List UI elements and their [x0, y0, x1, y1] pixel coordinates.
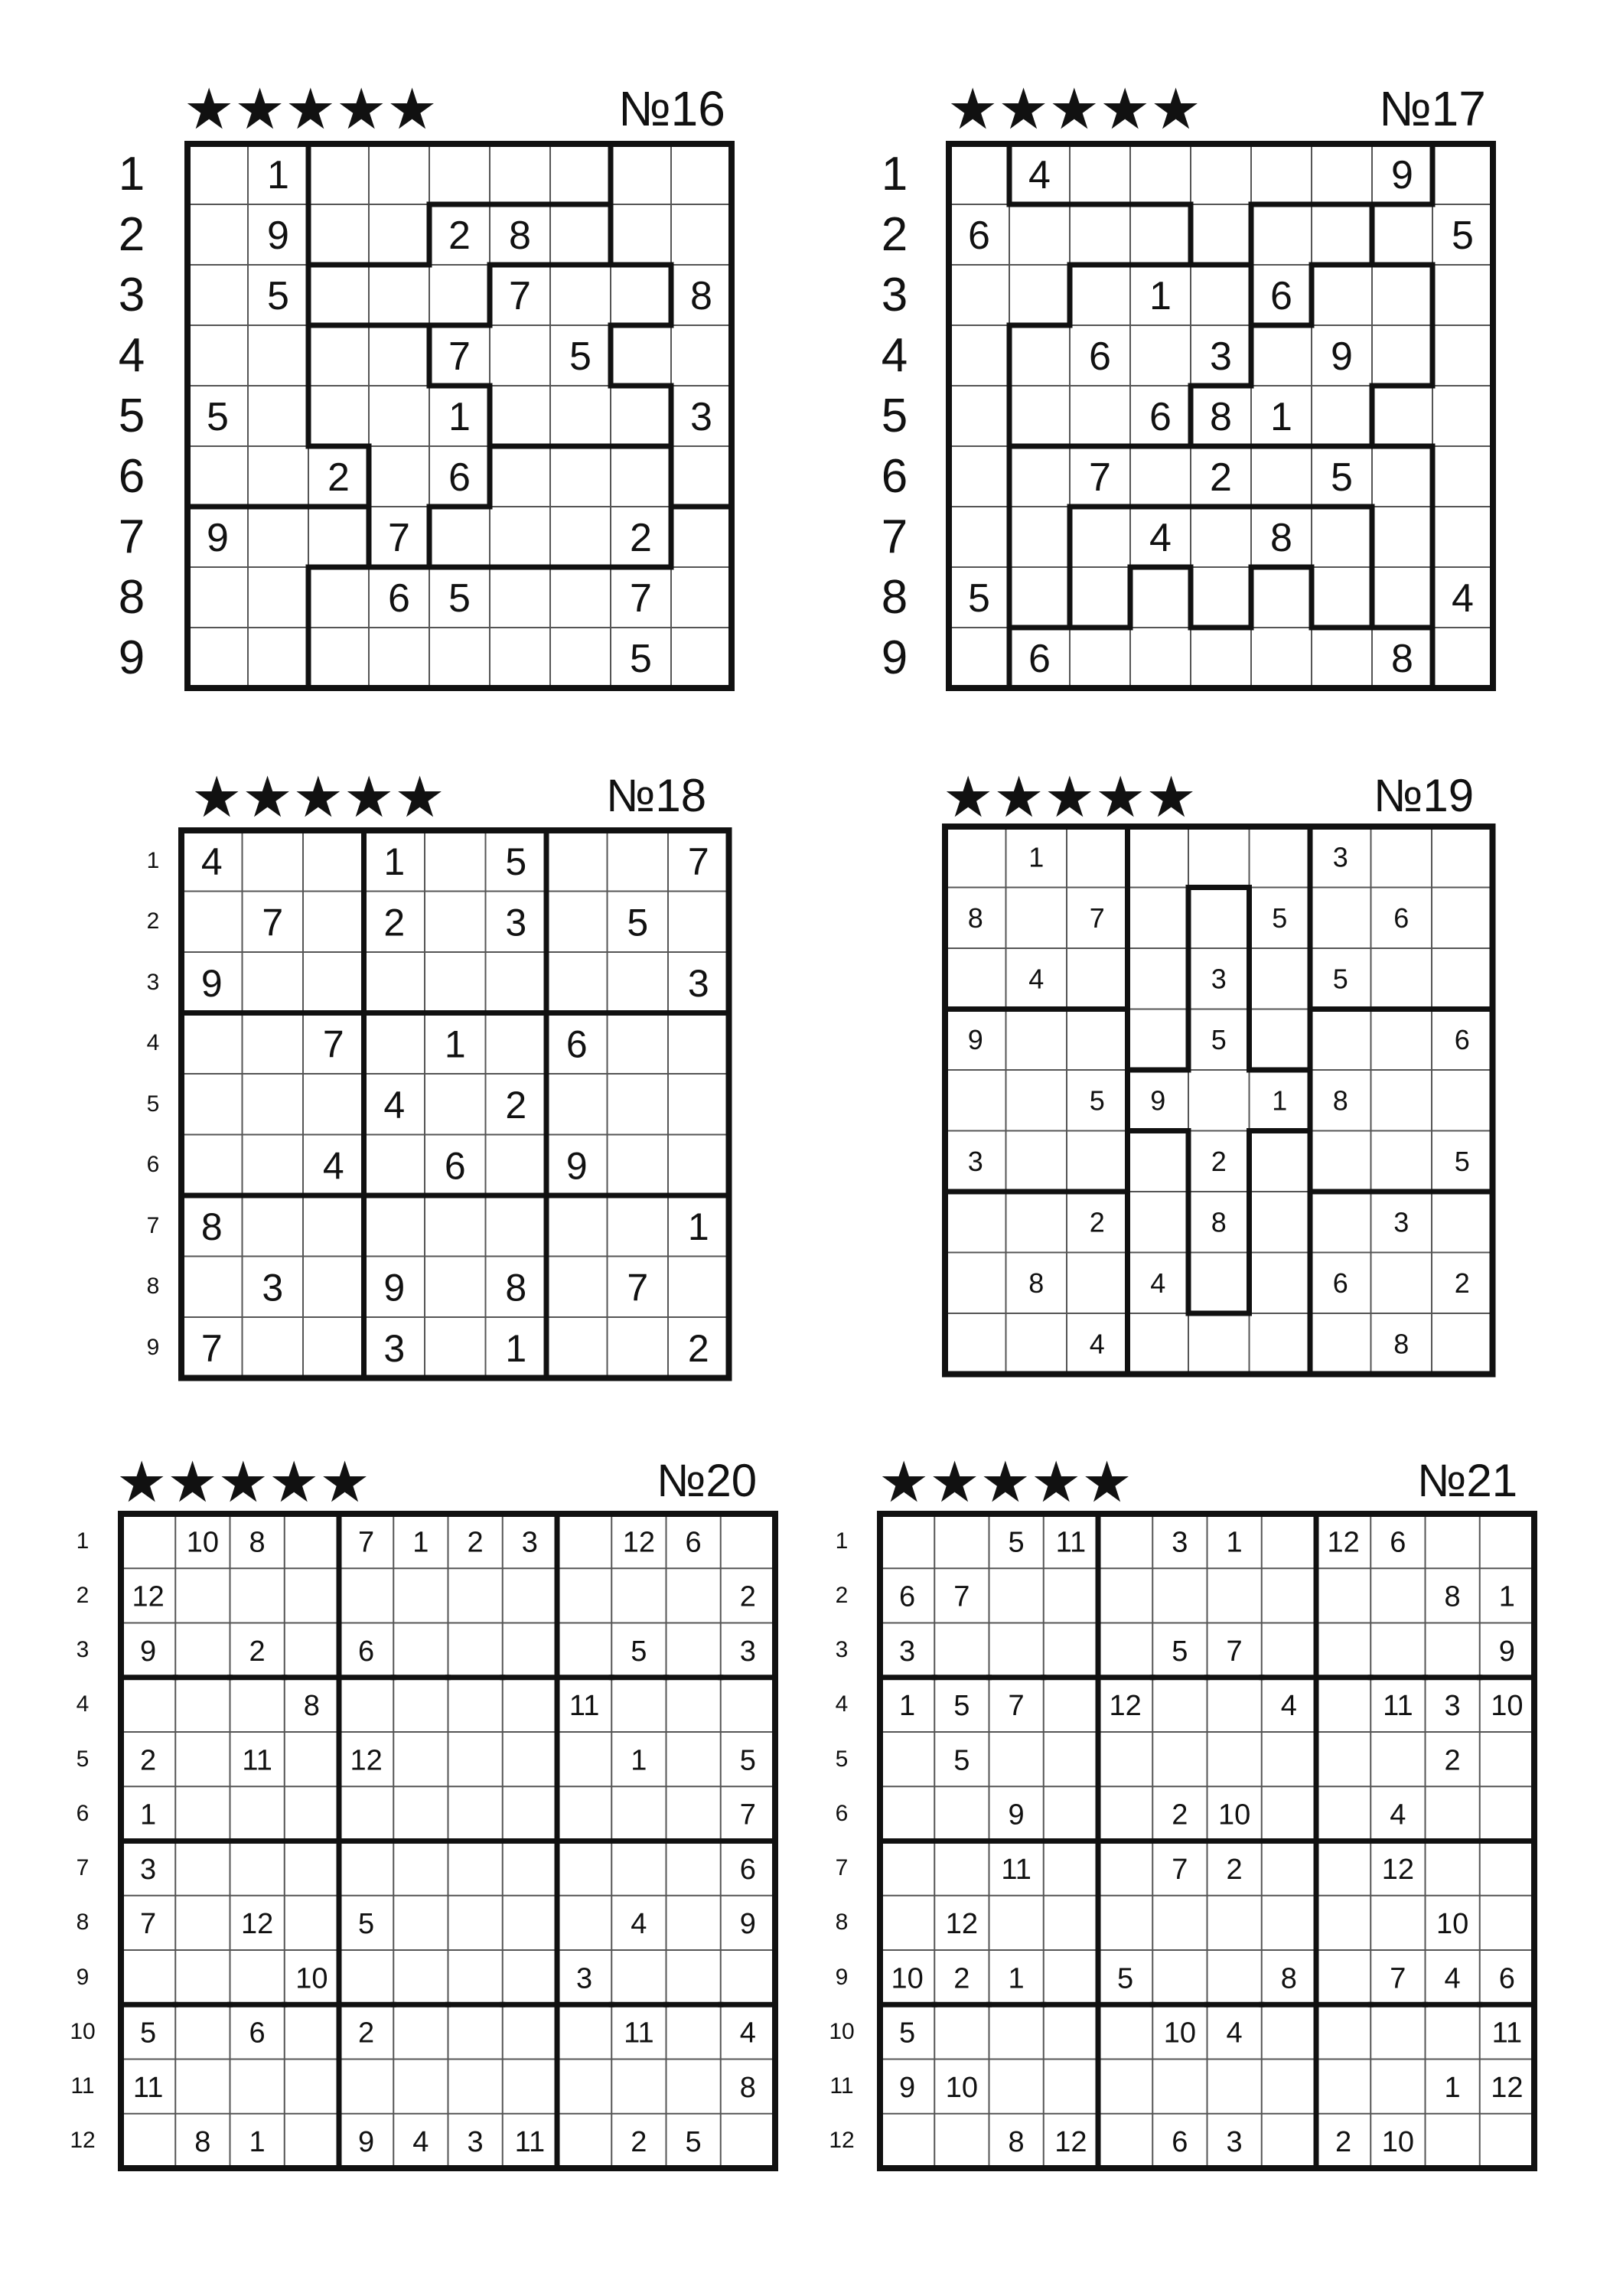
given-digit: 4	[1028, 963, 1045, 995]
given-digit: 4	[383, 1083, 406, 1127]
given-digit: 3	[1211, 963, 1227, 995]
given-digit: 1	[1028, 841, 1045, 873]
row-label: 11	[70, 2073, 95, 2099]
row-label: 8	[118, 570, 145, 624]
row-label: 4	[835, 1691, 849, 1717]
given-digit: 2	[739, 1580, 756, 1613]
row-label: 9	[76, 1964, 90, 1990]
given-digit: 11	[624, 2017, 654, 2050]
given-digit: 3	[967, 1146, 983, 1178]
given-digit: 3	[899, 1635, 916, 1668]
given-digit: 7	[200, 1326, 223, 1370]
given-digit: 5	[630, 637, 652, 682]
row-label: 1	[146, 847, 160, 873]
row-label: 4	[146, 1030, 160, 1056]
row-label: 6	[835, 1800, 849, 1826]
given-digit: 9	[1391, 153, 1413, 198]
given-digit: 1	[140, 1799, 157, 1831]
row-label: 6	[146, 1152, 160, 1178]
given-digit: 12	[1327, 1526, 1360, 1559]
given-digit: 1	[1498, 1580, 1515, 1613]
row-label: 4	[76, 1691, 90, 1717]
row-label: 6	[118, 449, 145, 503]
given-digit: 9	[1331, 334, 1353, 380]
given-digit: 8	[194, 2126, 211, 2159]
given-digit: 4	[412, 2126, 429, 2159]
given-digit: 9	[565, 1144, 588, 1188]
given-digit: 1	[267, 153, 289, 198]
given-digit: 11	[1055, 1526, 1087, 1559]
given-digit: 8	[1211, 1206, 1227, 1238]
given-digit: 2	[1444, 1744, 1461, 1777]
row-label: 1	[118, 147, 145, 201]
given-digit: 9	[739, 1908, 756, 1941]
given-digit: 6	[565, 1022, 588, 1066]
row-label: 5	[76, 1746, 90, 1772]
given-digit: 1	[1444, 2071, 1461, 2104]
row-label: 2	[881, 207, 908, 261]
given-digit: 5	[1211, 1024, 1227, 1056]
difficulty-stars: ★★★★★	[191, 765, 445, 829]
row-label: 3	[146, 969, 160, 995]
given-digit: 11	[1001, 1853, 1031, 1886]
given-digit: 5	[140, 2017, 157, 2050]
given-digit: 7	[448, 334, 471, 380]
given-digit: 12	[622, 1526, 656, 1559]
row-label: 3	[881, 268, 908, 321]
given-digit: 7	[630, 576, 652, 621]
given-digit: 9	[1150, 1084, 1166, 1117]
given-digit: 5	[1331, 455, 1353, 501]
given-digit: 5	[569, 334, 592, 380]
given-digit: 9	[1498, 1635, 1515, 1668]
given-digit: 4	[1028, 153, 1051, 198]
given-digit: 8	[1444, 1580, 1461, 1613]
sudoku-grid[interactable]	[949, 144, 1494, 690]
given-digit: 7	[322, 1022, 344, 1066]
given-digit: 2	[1172, 1799, 1188, 1831]
given-digit: 5	[358, 1908, 375, 1941]
given-digit: 4	[631, 1908, 647, 1941]
given-digit: 7	[358, 1526, 375, 1559]
given-digit: 5	[627, 901, 649, 944]
given-digit: 4	[1390, 1799, 1406, 1831]
given-digit: 2	[383, 901, 406, 944]
given-digit: 11	[132, 2071, 164, 2104]
given-digit: 7	[1089, 455, 1111, 501]
given-digit: 9	[267, 214, 289, 259]
given-digit: 10	[891, 1962, 924, 1995]
row-label: 12	[70, 2128, 96, 2154]
given-digit: 3	[739, 1635, 756, 1668]
row-label: 2	[76, 1582, 90, 1608]
given-digit: 5	[267, 274, 289, 319]
given-digit: 8	[967, 902, 983, 934]
given-digit: 6	[1028, 637, 1051, 682]
row-label: 4	[881, 328, 908, 382]
given-digit: 3	[467, 2126, 484, 2159]
given-digit: 4	[322, 1144, 344, 1188]
row-label: 3	[835, 1637, 849, 1663]
row-label: 5	[118, 389, 145, 442]
row-label: 7	[835, 1855, 849, 1881]
given-digit: 6	[1454, 1024, 1470, 1056]
given-digit: 9	[140, 1635, 157, 1668]
puzzle-title: №18	[606, 770, 707, 821]
given-digit: 2	[358, 2017, 375, 2050]
given-digit: 1	[249, 2126, 266, 2159]
given-digit: 5	[1117, 1962, 1134, 1995]
given-digit: 4	[200, 840, 223, 883]
given-digit: 11	[514, 2126, 546, 2159]
puzzle-title: №17	[1379, 81, 1486, 136]
given-digit: 12	[1381, 1853, 1415, 1886]
row-label: 2	[118, 207, 145, 261]
given-digit: 6	[448, 455, 471, 501]
given-digit: 8	[505, 1266, 527, 1309]
given-digit: 6	[1393, 902, 1410, 934]
row-label: 5	[835, 1746, 849, 1772]
row-label: 5	[881, 389, 908, 442]
given-digit: 1	[687, 1205, 709, 1248]
given-digit: 5	[207, 395, 229, 440]
given-digit: 5	[739, 1744, 756, 1777]
given-digit: 2	[630, 516, 652, 561]
difficulty-stars: ★★★★★	[116, 1450, 370, 1514]
given-digit: 2	[631, 2126, 647, 2159]
given-digit: 3	[1444, 1690, 1461, 1723]
given-digit: 6	[358, 1635, 375, 1668]
given-digit: 5	[1272, 902, 1288, 934]
given-digit: 4	[1149, 516, 1172, 561]
given-digit: 8	[1210, 395, 1232, 440]
given-digit: 2	[1335, 2126, 1352, 2159]
given-digit: 2	[140, 1744, 157, 1777]
row-label: 8	[146, 1274, 160, 1300]
given-digit: 6	[1390, 1526, 1406, 1559]
given-digit: 1	[1270, 395, 1292, 440]
given-digit: 1	[1226, 1526, 1243, 1559]
given-digit: 9	[1008, 1799, 1025, 1831]
given-digit: 12	[132, 1580, 165, 1613]
difficulty-stars: ★★★★★	[184, 77, 438, 141]
given-digit: 1	[1272, 1084, 1288, 1117]
given-digit: 3	[505, 901, 527, 944]
given-digit: 2	[448, 214, 471, 259]
given-digit: 6	[249, 2017, 266, 2050]
given-digit: 6	[739, 1853, 756, 1886]
sudoku-grid[interactable]	[187, 144, 733, 690]
given-digit: 11	[242, 1744, 272, 1777]
given-digit: 6	[685, 1526, 702, 1559]
given-digit: 6	[1498, 1962, 1515, 1995]
given-digit: 11	[1383, 1690, 1413, 1723]
given-digit: 6	[1172, 2126, 1188, 2159]
given-digit: 2	[953, 1962, 970, 1995]
given-digit: 12	[240, 1908, 274, 1941]
given-digit: 8	[249, 1526, 266, 1559]
given-digit: 3	[521, 1526, 538, 1559]
given-digit: 9	[207, 516, 229, 561]
given-digit: 8	[200, 1205, 223, 1248]
given-digit: 3	[1172, 1526, 1188, 1559]
given-digit: 2	[1226, 1853, 1243, 1886]
given-digit: 7	[388, 516, 410, 561]
puzzle-title: №20	[657, 1455, 758, 1506]
given-digit: 1	[505, 1326, 527, 1370]
given-digit: 4	[1452, 576, 1474, 621]
given-digit: 8	[1332, 1084, 1348, 1117]
given-digit: 3	[576, 1962, 593, 1995]
given-digit: 5	[1332, 963, 1348, 995]
given-digit: 7	[739, 1799, 756, 1831]
row-label: 7	[76, 1855, 90, 1881]
row-label: 8	[835, 1910, 849, 1936]
given-digit: 4	[1089, 1328, 1105, 1360]
given-digit: 7	[1008, 1690, 1025, 1723]
given-digit: 7	[1172, 1853, 1188, 1886]
given-digit: 7	[509, 274, 531, 319]
given-digit: 1	[383, 840, 406, 883]
given-digit: 12	[945, 1908, 979, 1941]
given-digit: 3	[1210, 334, 1232, 380]
row-label: 12	[829, 2128, 855, 2154]
given-digit: 9	[200, 961, 223, 1005]
given-digit: 9	[967, 1024, 983, 1056]
given-digit: 10	[295, 1962, 328, 1995]
given-digit: 12	[1491, 2071, 1524, 2104]
given-digit: 10	[186, 1526, 220, 1559]
row-label: 7	[118, 510, 145, 563]
sudoku-grid[interactable]	[121, 1514, 777, 2170]
given-digit: 6	[1089, 334, 1111, 380]
given-digit: 5	[685, 2126, 702, 2159]
given-digit: 4	[1226, 2017, 1243, 2050]
given-digit: 6	[1149, 395, 1172, 440]
row-label: 1	[835, 1528, 849, 1554]
given-digit: 2	[1211, 1146, 1227, 1178]
given-digit: 5	[968, 576, 990, 621]
row-label: 5	[146, 1091, 160, 1117]
given-digit: 3	[690, 395, 712, 440]
given-digit: 7	[627, 1266, 649, 1309]
given-digit: 4	[1280, 1690, 1297, 1723]
given-digit: 10	[1381, 2126, 1415, 2159]
given-digit: 1	[448, 395, 471, 440]
given-digit: 9	[899, 2071, 916, 2104]
given-digit: 3	[140, 1853, 157, 1886]
puzzle-title: №16	[618, 81, 725, 136]
given-digit: 7	[262, 901, 284, 944]
given-digit: 6	[899, 1580, 916, 1613]
given-digit: 12	[1109, 1690, 1142, 1723]
given-digit: 5	[899, 2017, 916, 2050]
row-label: 8	[881, 570, 908, 624]
row-label: 9	[118, 631, 145, 684]
given-digit: 1	[1149, 274, 1172, 319]
row-label: 10	[70, 2018, 96, 2044]
row-label: 8	[76, 1910, 90, 1936]
given-digit: 8	[739, 2071, 756, 2104]
given-digit: 3	[687, 961, 709, 1005]
given-digit: 10	[1217, 1799, 1251, 1831]
given-digit: 8	[1028, 1267, 1045, 1300]
given-digit: 2	[1454, 1267, 1470, 1300]
given-digit: 3	[383, 1326, 406, 1370]
row-label: 2	[146, 908, 160, 934]
given-digit: 6	[388, 576, 410, 621]
given-digit: 2	[1210, 455, 1232, 501]
row-label: 6	[881, 449, 908, 503]
row-label: 11	[829, 2073, 854, 2099]
given-digit: 9	[383, 1266, 406, 1309]
given-digit: 10	[1436, 1908, 1469, 1941]
given-digit: 2	[1089, 1206, 1105, 1238]
row-label: 9	[146, 1334, 160, 1360]
given-digit: 5	[953, 1744, 970, 1777]
grid-border	[945, 827, 1493, 1375]
given-digit: 6	[968, 214, 990, 259]
given-digit: 3	[1393, 1206, 1410, 1238]
given-digit: 10	[945, 2071, 979, 2104]
given-digit: 10	[1491, 1690, 1524, 1723]
given-digit: 7	[140, 1908, 157, 1941]
given-digit: 8	[509, 214, 531, 259]
given-digit: 8	[1280, 1962, 1297, 1995]
row-label: 7	[881, 510, 908, 563]
given-digit: 1	[631, 1744, 647, 1777]
given-digit: 8	[1008, 2126, 1025, 2159]
given-digit: 12	[350, 1744, 383, 1777]
given-digit: 3	[1226, 2126, 1243, 2159]
given-digit: 5	[505, 840, 527, 883]
given-digit: 2	[328, 455, 350, 501]
row-label: 7	[146, 1212, 160, 1238]
given-digit: 8	[690, 274, 712, 319]
given-digit: 7	[687, 840, 709, 883]
given-digit: 1	[899, 1690, 916, 1723]
given-digit: 2	[505, 1083, 527, 1127]
difficulty-stars: ★★★★★	[947, 77, 1201, 141]
given-digit: 8	[1270, 516, 1292, 561]
given-digit: 7	[1226, 1635, 1243, 1668]
given-digit: 6	[1332, 1267, 1348, 1300]
given-digit: 5	[1454, 1146, 1470, 1178]
given-digit: 8	[1393, 1328, 1410, 1360]
given-digit: 5	[631, 1635, 647, 1668]
given-digit: 11	[569, 1690, 600, 1723]
row-label: 4	[118, 328, 145, 382]
row-label: 10	[829, 2018, 855, 2044]
puzzle-title: №19	[1374, 770, 1475, 821]
given-digit: 5	[1008, 1526, 1025, 1559]
row-label: 1	[881, 147, 908, 201]
given-digit: 8	[303, 1690, 320, 1723]
given-digit: 3	[262, 1266, 284, 1309]
given-digit: 5	[448, 576, 471, 621]
given-digit: 7	[1089, 902, 1105, 934]
given-digit: 11	[1491, 2017, 1523, 2050]
given-digit: 7	[1390, 1962, 1406, 1995]
row-label: 2	[835, 1582, 849, 1608]
given-digit: 5	[1089, 1084, 1105, 1117]
given-digit: 3	[1332, 841, 1348, 873]
given-digit: 4	[1444, 1962, 1461, 1995]
given-digit: 2	[249, 1635, 266, 1668]
row-label: 9	[881, 631, 908, 684]
sudoku-grid[interactable]	[181, 830, 732, 1381]
difficulty-stars: ★★★★★	[943, 765, 1197, 829]
given-digit: 7	[953, 1580, 970, 1613]
given-digit: 8	[1391, 637, 1413, 682]
given-digit: 9	[358, 2126, 375, 2159]
given-digit: 5	[1452, 214, 1474, 259]
given-digit: 4	[739, 2017, 756, 2050]
given-digit: 4	[1150, 1267, 1166, 1300]
given-digit: 2	[687, 1326, 709, 1370]
row-label: 6	[76, 1800, 90, 1826]
row-label: 9	[835, 1964, 849, 1990]
given-digit: 10	[1163, 2017, 1197, 2050]
puzzle-title: №21	[1417, 1455, 1518, 1506]
difficulty-stars: ★★★★★	[878, 1450, 1133, 1514]
given-digit: 1	[1008, 1962, 1025, 1995]
given-digit: 6	[1270, 274, 1292, 319]
given-digit: 1	[412, 1526, 429, 1559]
given-digit: 5	[1172, 1635, 1188, 1668]
given-digit: 2	[467, 1526, 484, 1559]
given-digit: 6	[444, 1144, 466, 1188]
row-label: 1	[76, 1528, 90, 1554]
given-digit: 5	[953, 1690, 970, 1723]
row-label: 3	[76, 1637, 90, 1663]
sudoku-grid[interactable]	[880, 1514, 1536, 2170]
sudoku-grid[interactable]	[945, 827, 1495, 1377]
row-label: 3	[118, 268, 145, 321]
given-digit: 12	[1054, 2126, 1087, 2159]
given-digit: 1	[444, 1022, 466, 1066]
